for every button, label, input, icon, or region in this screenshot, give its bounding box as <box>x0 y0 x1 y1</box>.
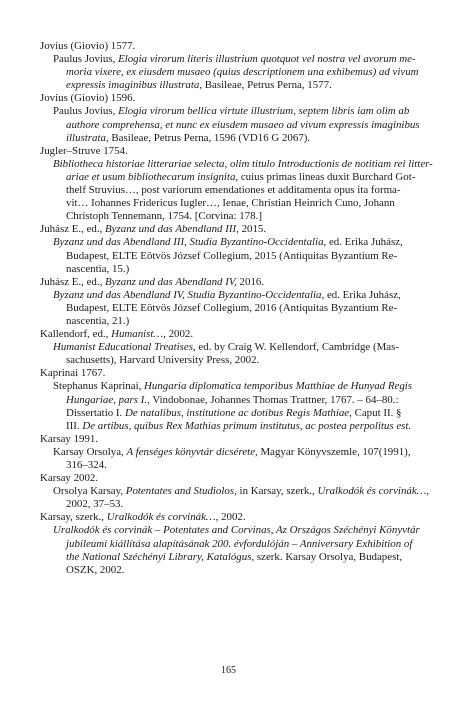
entry-line <box>53 394 425 407</box>
italic-run: De natalibus, institutione ac dotibus Regis Mathiae, <box>124 406 352 419</box>
text-run: Juhász E., ed., <box>40 223 106 236</box>
italic-run: Hungariae, pars I., <box>66 393 150 406</box>
text-run: vit… Iohannes Fridericus Iugler…, Ienae, Christian Heinrich Cuno, Johann <box>66 197 395 210</box>
text-run: Karsay, szerk., <box>40 511 107 524</box>
entry-body <box>40 446 425 472</box>
italic-run: Uralkodók és corvinák – Potentates and Corvinas, Az Országos Széchényi Könyvtár <box>53 524 420 537</box>
italic-run: Humanist Educational Treatises, <box>53 341 196 354</box>
italic-run: Byzanz und das Abendland III, <box>105 223 239 236</box>
text-run: ed. Erika Juhász, <box>326 236 403 249</box>
entry-line <box>53 459 425 472</box>
text-run: in Karsay, szerk., <box>236 485 318 498</box>
bibliography-entry <box>40 328 425 367</box>
text-run: Paulus Jovius, <box>53 53 119 66</box>
entry-body <box>40 289 425 328</box>
italic-run: Uralkodók és corvinák…, <box>317 485 430 498</box>
bibliography-entry <box>40 223 425 275</box>
text-run: Karsay Orsolya, <box>53 445 127 458</box>
entry-line <box>53 132 425 145</box>
text-run: Budapest, ELTE Eötvös József Collegium, 2015 (Antiquitas Byzantium Re- <box>66 249 398 262</box>
italic-run: authore comprehensa, et nunc ex eiusdem musaeo ad vivum expressis imaginibus <box>66 118 420 131</box>
text-run: Juhász E., ed., <box>40 275 106 288</box>
text-run: sachusetts), Harvard University Press, 2002. <box>66 354 260 367</box>
bibliography-entry <box>40 144 433 224</box>
entry-key <box>40 328 425 341</box>
text-run: Stephanus Kaprinai, <box>53 380 145 393</box>
italic-run: expressis imaginibus illustrata, <box>66 79 203 92</box>
text-run: Caput II. § <box>351 406 402 419</box>
text-run: Vindobonae, Johannes Thomas Trattner, 1767. – 64–80.: <box>149 393 399 406</box>
text-run: 2016. <box>236 275 265 288</box>
entry-key: Jovius (Giovio) 1577. <box>40 40 136 52</box>
text-run: III. <box>66 419 83 432</box>
entry-key: Karsay 1991. <box>40 432 99 445</box>
italic-run: Uralkodók és corvinák…, <box>106 511 219 524</box>
italic-run: jubileumi kiállítása alapításának 200. évfordulóján – Anniversary Exhibition of <box>66 537 413 550</box>
text-run: 316–324. <box>66 459 107 471</box>
bibliography-entry <box>40 276 425 328</box>
entry-line <box>53 289 425 302</box>
entry-key <box>40 276 425 289</box>
entry-body <box>40 341 425 367</box>
bibliography-entry <box>40 92 425 144</box>
entry-key <box>40 511 425 524</box>
text-run: OSZK, 2002. <box>66 563 125 576</box>
italic-run: Elogia virorum literis illustrium quotquot vel nostra vel avorum me- <box>118 53 416 66</box>
entry-body <box>40 236 425 275</box>
entry-line <box>53 354 425 367</box>
text-run: Paulus Jovius, <box>53 105 119 118</box>
entry-key: Jovius (Giovio) 1596. <box>40 92 136 105</box>
text-run: Christoph Tennemann, 1754. [Corvina: 178.] <box>66 210 262 223</box>
bibliography-entry <box>40 367 425 432</box>
italic-run: Byzanz und das Abendland IV, <box>105 275 237 288</box>
text-run: 2015. <box>238 223 267 236</box>
italic-run: A fenséges könyvtár dicsérete, <box>126 445 258 458</box>
text-run: szerk. Karsay Orsolya, Budapest, <box>254 550 403 563</box>
entry-line <box>53 210 425 223</box>
text-run: 2002. <box>165 328 194 341</box>
entry-key: Jugler–Struve 1754. <box>40 144 128 157</box>
entry-body <box>40 524 425 576</box>
bibliography-entry <box>40 40 425 92</box>
entry-line <box>53 551 425 564</box>
text-run: nascentia, 21.) <box>66 314 130 327</box>
italic-run: moria vixere, ex eiusdem musaeo (quius descriptionem una exhibemus) ad vivum <box>66 66 419 79</box>
italic-run: Hungaria diplomatica temporibus Matthiae de Hunyad Regis <box>144 380 413 393</box>
italic-run: Bibliotheca historiae litterariae selecta, olim titulo Introductionis de notitiam rei litter- <box>53 157 433 170</box>
entry-line <box>53 250 425 263</box>
entry-line <box>53 420 425 433</box>
text-run: Orsolya Karsay, <box>53 485 126 498</box>
entry-line <box>53 315 425 328</box>
text-run: Magyar Könyvszemle, 107(1991), <box>257 445 411 458</box>
text-run: Kallendorf, ed., <box>40 328 112 341</box>
entry-line <box>53 184 425 197</box>
italic-run: Byzanz und das Abendland IV, Studia Byzantino-Occidentalia, <box>53 288 325 301</box>
text-run: Basileae, Petrus Perna, 1596 (VD16 G 2067). <box>108 131 311 144</box>
entry-line <box>53 197 425 210</box>
entry-line <box>53 524 425 537</box>
entry-line <box>53 66 425 79</box>
text-run: Basileae, Petrus Perna, 1577. <box>202 79 332 92</box>
text-run: cuius primas lineas duxit Burchard Got- <box>238 170 416 183</box>
italic-run: the National Széchényi Library, Katalógus, <box>66 550 255 563</box>
text-run: Dissertatio I. <box>66 406 125 419</box>
entry-body <box>40 105 425 144</box>
entry-line <box>53 302 425 315</box>
entry-key <box>40 223 425 236</box>
text-run: 2002. <box>218 511 246 524</box>
entry-line <box>53 79 425 92</box>
entry-line <box>53 498 425 511</box>
bibliography-entry <box>40 433 425 472</box>
italic-run: Elogia virorum bellica virtute illustrium, septem libris iam olim ab <box>118 105 410 118</box>
entry-body <box>40 380 425 432</box>
entry-line <box>53 53 425 66</box>
text-run: ed. Erika Juhász, <box>324 288 401 301</box>
entry-line <box>53 119 425 132</box>
entry-line <box>53 380 425 393</box>
text-run: 2002, 37–53. <box>66 498 124 511</box>
bibliography-list <box>40 40 433 577</box>
entry-body <box>40 485 430 511</box>
text-run: nascentia, 15.) <box>66 262 130 275</box>
entry-line <box>53 341 425 354</box>
italic-run: ariae et usum bibliothecarum insignita, <box>66 170 239 183</box>
entry-key: Kaprinai 1767. <box>40 367 106 380</box>
italic-run: Potentates and Studiolos, <box>125 485 237 498</box>
entry-line <box>53 485 430 498</box>
italic-run: Humanist…, <box>111 328 166 341</box>
bibliography-entry <box>40 472 430 511</box>
entry-body <box>40 53 425 92</box>
entry-line <box>53 538 425 551</box>
entry-line <box>53 236 425 249</box>
text-run: ed. by Craig W. Kellendorf, Cambridge (Mas- <box>195 341 399 354</box>
text-run: Budapest, ELTE Eötvös József Collegium, 2016 (Antiquitas Byzantium Re- <box>66 301 398 314</box>
entry-key: Karsay 2002. <box>40 472 99 485</box>
entry-line <box>53 263 425 276</box>
text-run: thelf Struvius…, post variorum emendationes et additamenta opus ita forma- <box>66 184 401 197</box>
bibliography-entry <box>40 511 425 576</box>
page-number: 165 <box>221 665 236 676</box>
italic-run: illustrata, <box>66 131 109 144</box>
entry-line <box>53 407 425 420</box>
entry-line <box>53 564 425 577</box>
italic-run: De artibus, quibus Rex Mathias primum institutus, ac postea perpolitus est. <box>82 419 412 432</box>
entry-line <box>53 105 425 118</box>
entry-body <box>40 157 433 223</box>
italic-run: Byzanz und das Abendland III, Studia Byzantino-Occidentalia, <box>53 236 327 249</box>
entry-line <box>53 157 433 171</box>
entry-line <box>53 446 425 459</box>
entry-line <box>53 171 425 184</box>
